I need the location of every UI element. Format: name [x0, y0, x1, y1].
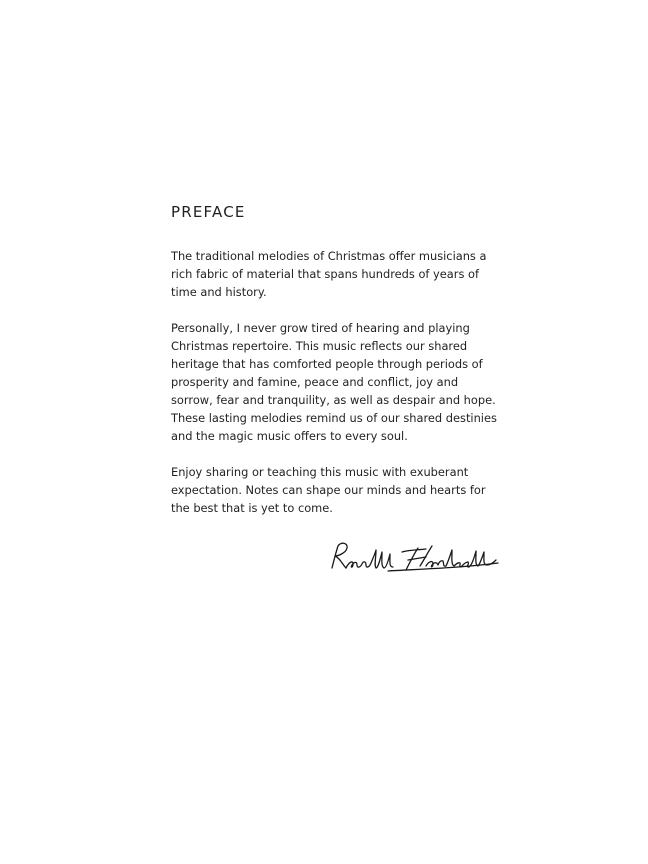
author-signature — [322, 538, 500, 578]
preface-section — [171, 203, 501, 517]
paragraph-closing: Enjoy sharing or teaching this music with exuberant expectation. Notes can shape our minds and hearts for the best that is yet to come. — [171, 465, 486, 515]
paragraph-personal: Personally, I never grow tired of hearing and playing Christmas repertoire. This music reflects our shared heritage that has comforted people through periods of prosperity and famine, peace and conflict, joy and sorrow, fear and tranquility, as well as despair and hope. These lasting melodies remind us of our shared destinies and the magic music offers to every soul. — [171, 321, 497, 443]
preface-title: PREFACE — [171, 203, 246, 221]
paragraph-intro: The traditional melodies of Christmas offer musicians a rich fabric of material that spans hundreds of years of time and history. — [171, 249, 487, 299]
